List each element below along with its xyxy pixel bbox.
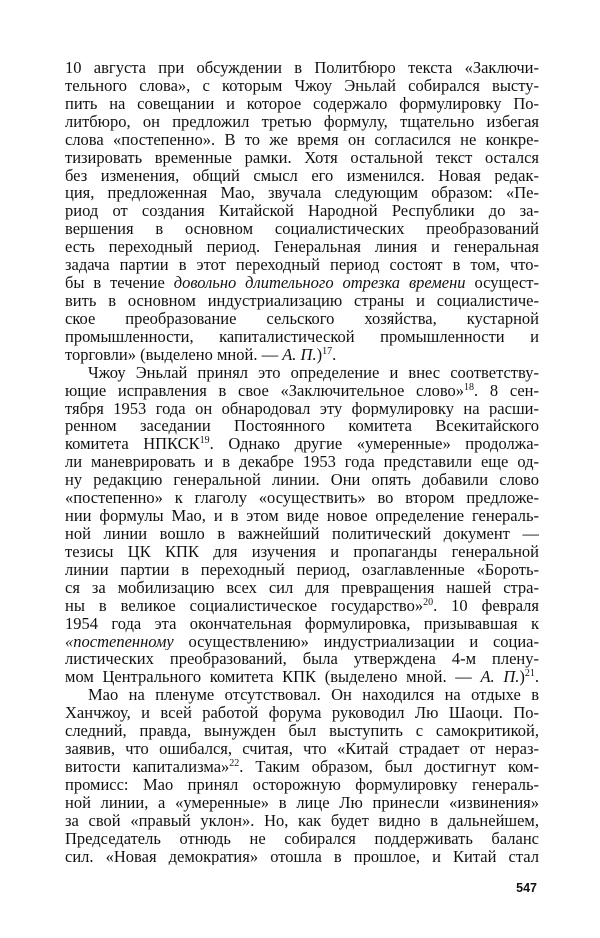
text-run: без изменения, общий смысл его изменился. Новая редак- bbox=[65, 166, 539, 185]
text-run: ли маневрировать и в декабре 1953 года представили еще од- bbox=[65, 453, 539, 472]
text-line bbox=[65, 579, 539, 597]
text-run: ся за мобилизацию всех сил для превращения нашей стра- bbox=[65, 578, 539, 597]
text-line bbox=[65, 758, 539, 776]
text-line bbox=[65, 704, 539, 722]
author-initials: А. П. bbox=[480, 668, 520, 687]
italic-emphasis: довольно длительного отрезка времени bbox=[173, 274, 466, 292]
text-line bbox=[65, 489, 539, 507]
text-line bbox=[65, 113, 539, 131]
text-line bbox=[65, 95, 539, 113]
text-line bbox=[65, 328, 539, 346]
text-line bbox=[65, 274, 539, 292]
text-run: осущест- bbox=[465, 274, 539, 292]
text-run: ны в великое социалистическое государство» bbox=[65, 596, 424, 615]
text-run: пить на совещании и которое содержало формулировку По- bbox=[65, 94, 539, 113]
text-run: промышленности, капиталистической промышленности и bbox=[65, 327, 539, 346]
text-line bbox=[65, 830, 539, 848]
text-line bbox=[65, 364, 539, 382]
text-run: Чжоу Эньлай принял это определение и внес соответству- bbox=[88, 363, 539, 382]
text-line bbox=[65, 722, 539, 740]
paragraph bbox=[65, 364, 539, 687]
text-line bbox=[65, 650, 539, 668]
text-line bbox=[65, 417, 539, 435]
text-run: ) bbox=[519, 668, 525, 687]
text-line bbox=[65, 292, 539, 310]
text-run: вить в основном индустриализацию страны и социалистиче- bbox=[65, 291, 539, 310]
text-run: мом Центрального комитета КПК (выделено мной. — bbox=[65, 668, 481, 687]
text-line bbox=[65, 794, 539, 812]
text-run: . Однако другие «умеренные» продолжа- bbox=[209, 435, 539, 454]
text-run: следний, правда, вынужден был выступить с самокритикой, bbox=[65, 722, 539, 741]
footnote-ref: 22 bbox=[229, 757, 240, 769]
text-run: сил. «Новая демократия» отошла в прошлое, и Китай стал bbox=[65, 847, 539, 866]
text-run: задача партии в этот переходный период состоят в том, что- bbox=[65, 256, 539, 275]
text-line bbox=[65, 149, 539, 167]
text-run: Мао на пленуме отсутствовал. Он находился на отдыхе в bbox=[88, 686, 539, 705]
text-line bbox=[65, 597, 539, 615]
italic-emphasis: «постепенному bbox=[65, 632, 174, 651]
footnote-ref: 19 bbox=[199, 435, 210, 447]
text-line bbox=[65, 848, 539, 866]
text-run: ское преобразование сельского хозяйства, кустарной bbox=[65, 309, 539, 328]
text-run: заявив, что ошибался, считая, что «Китай страдает от нераз- bbox=[65, 740, 539, 758]
body-text bbox=[65, 59, 539, 865]
text-line bbox=[65, 471, 539, 489]
text-line bbox=[65, 77, 539, 95]
text-run: тезисы ЦК КПК для изучения и пропаганды генеральной bbox=[65, 542, 539, 561]
text-run: есть переходный период. Генеральная линия и генеральная bbox=[65, 238, 539, 257]
text-run: Ханчжоу, и всей работой форума руководил Лю Шаоци. По- bbox=[65, 704, 539, 723]
text-run: . bbox=[534, 668, 539, 687]
text-run: нии формулы Мао, и в этом виде новое определение генераль- bbox=[65, 507, 539, 525]
text-run: тизировать временные рамки. Хотя остальной текст остался bbox=[65, 148, 539, 167]
text-run: Председатель отнюдь не собирался поддерживать баланс bbox=[65, 829, 539, 848]
text-run: бы в течение bbox=[65, 274, 174, 292]
text-line bbox=[65, 400, 539, 418]
text-run: осуществлению» индустриализации и социа- bbox=[173, 632, 539, 651]
text-run: вершения в основном социалистических преобразований bbox=[65, 220, 539, 239]
page-number: 547 bbox=[516, 881, 537, 895]
footnote-ref: 21 bbox=[524, 668, 535, 680]
text-run: промисс: Мао принял осторожную формулировку генераль- bbox=[65, 775, 539, 794]
text-run: линии партии в переходный период, озаглавленные «Бороть- bbox=[65, 560, 539, 579]
text-line bbox=[65, 59, 539, 77]
text-line bbox=[65, 668, 539, 686]
text-line bbox=[65, 525, 539, 543]
footnote-ref: 20 bbox=[423, 596, 434, 608]
text-line bbox=[65, 453, 539, 471]
text-line bbox=[65, 238, 539, 256]
text-run: «постепенно» к глаголу «осуществить» во втором предложе- bbox=[65, 489, 539, 508]
text-line bbox=[65, 184, 539, 202]
text-line bbox=[65, 740, 539, 758]
text-line bbox=[65, 256, 539, 274]
footnote-ref: 18 bbox=[464, 381, 475, 393]
text-run: ну редакцию генеральной линии. Они опять добавили слово bbox=[65, 471, 539, 490]
text-run: тельного слова», с которым Чжоу Эньлай собирался высту- bbox=[65, 76, 539, 95]
text-line bbox=[65, 633, 539, 651]
text-line bbox=[65, 220, 539, 238]
paragraph bbox=[65, 59, 539, 364]
text-run: . 8 сен- bbox=[474, 381, 539, 400]
author-initials: А. П. bbox=[282, 345, 317, 364]
text-line bbox=[65, 167, 539, 185]
text-line bbox=[65, 812, 539, 830]
text-run: ной линии, а «умеренные» в лице Лю принесли «извинения» bbox=[65, 793, 539, 812]
text-line bbox=[65, 686, 539, 704]
text-run: ющие исправления в свое «Заключительное слово» bbox=[65, 381, 465, 400]
text-run: комитета НПКСК bbox=[65, 435, 200, 454]
text-line bbox=[65, 543, 539, 561]
text-run: витости капитализма» bbox=[65, 757, 230, 776]
text-line bbox=[65, 615, 539, 633]
paragraph bbox=[65, 686, 539, 865]
footnote-ref: 17 bbox=[322, 345, 333, 357]
text-line bbox=[65, 346, 539, 364]
text-run: за свой «правый уклон». Но, как будет видно в дальнейшем, bbox=[65, 811, 539, 830]
text-run: тября 1953 года он обнародовал эту формулировку на расши- bbox=[65, 399, 539, 418]
text-run: торговли» (выделено мной. — bbox=[65, 345, 283, 364]
text-line bbox=[65, 131, 539, 149]
text-line bbox=[65, 382, 539, 400]
text-line bbox=[65, 202, 539, 220]
text-run: . Таким образом, был достигнут ком- bbox=[239, 757, 539, 776]
text-run: ) bbox=[316, 345, 323, 364]
text-line bbox=[65, 776, 539, 794]
text-run: . 10 февраля bbox=[433, 596, 539, 615]
text-line bbox=[65, 561, 539, 579]
text-run: ция, предложенная Мао, звучала следующим образом: «Пе- bbox=[65, 184, 539, 203]
text-run: слова «постепенно». В то же время он согласился не конкре- bbox=[65, 130, 539, 149]
text-line bbox=[65, 310, 539, 328]
text-run: . bbox=[332, 345, 337, 364]
text-line bbox=[65, 507, 539, 525]
text-run: 10 августа при обсуждении в Политбюро текста «Заключи- bbox=[65, 59, 539, 77]
text-run: риод от создания Китайской Народной Республики до за- bbox=[65, 202, 539, 221]
text-run: ренном заседании Постоянного комитета Всекитайского bbox=[65, 417, 539, 436]
text-run: ной линии вошло в важнейший политический документ — bbox=[65, 524, 539, 543]
text-run: литбюро, он предложил третью формулу, тщательно избегая bbox=[65, 112, 539, 131]
text-run: 1954 года эта окончательная формулировка, призывавшая к bbox=[65, 614, 539, 633]
text-run: листических преобразований, была утверждена 4-м плену- bbox=[65, 650, 539, 669]
text-line bbox=[65, 435, 539, 453]
